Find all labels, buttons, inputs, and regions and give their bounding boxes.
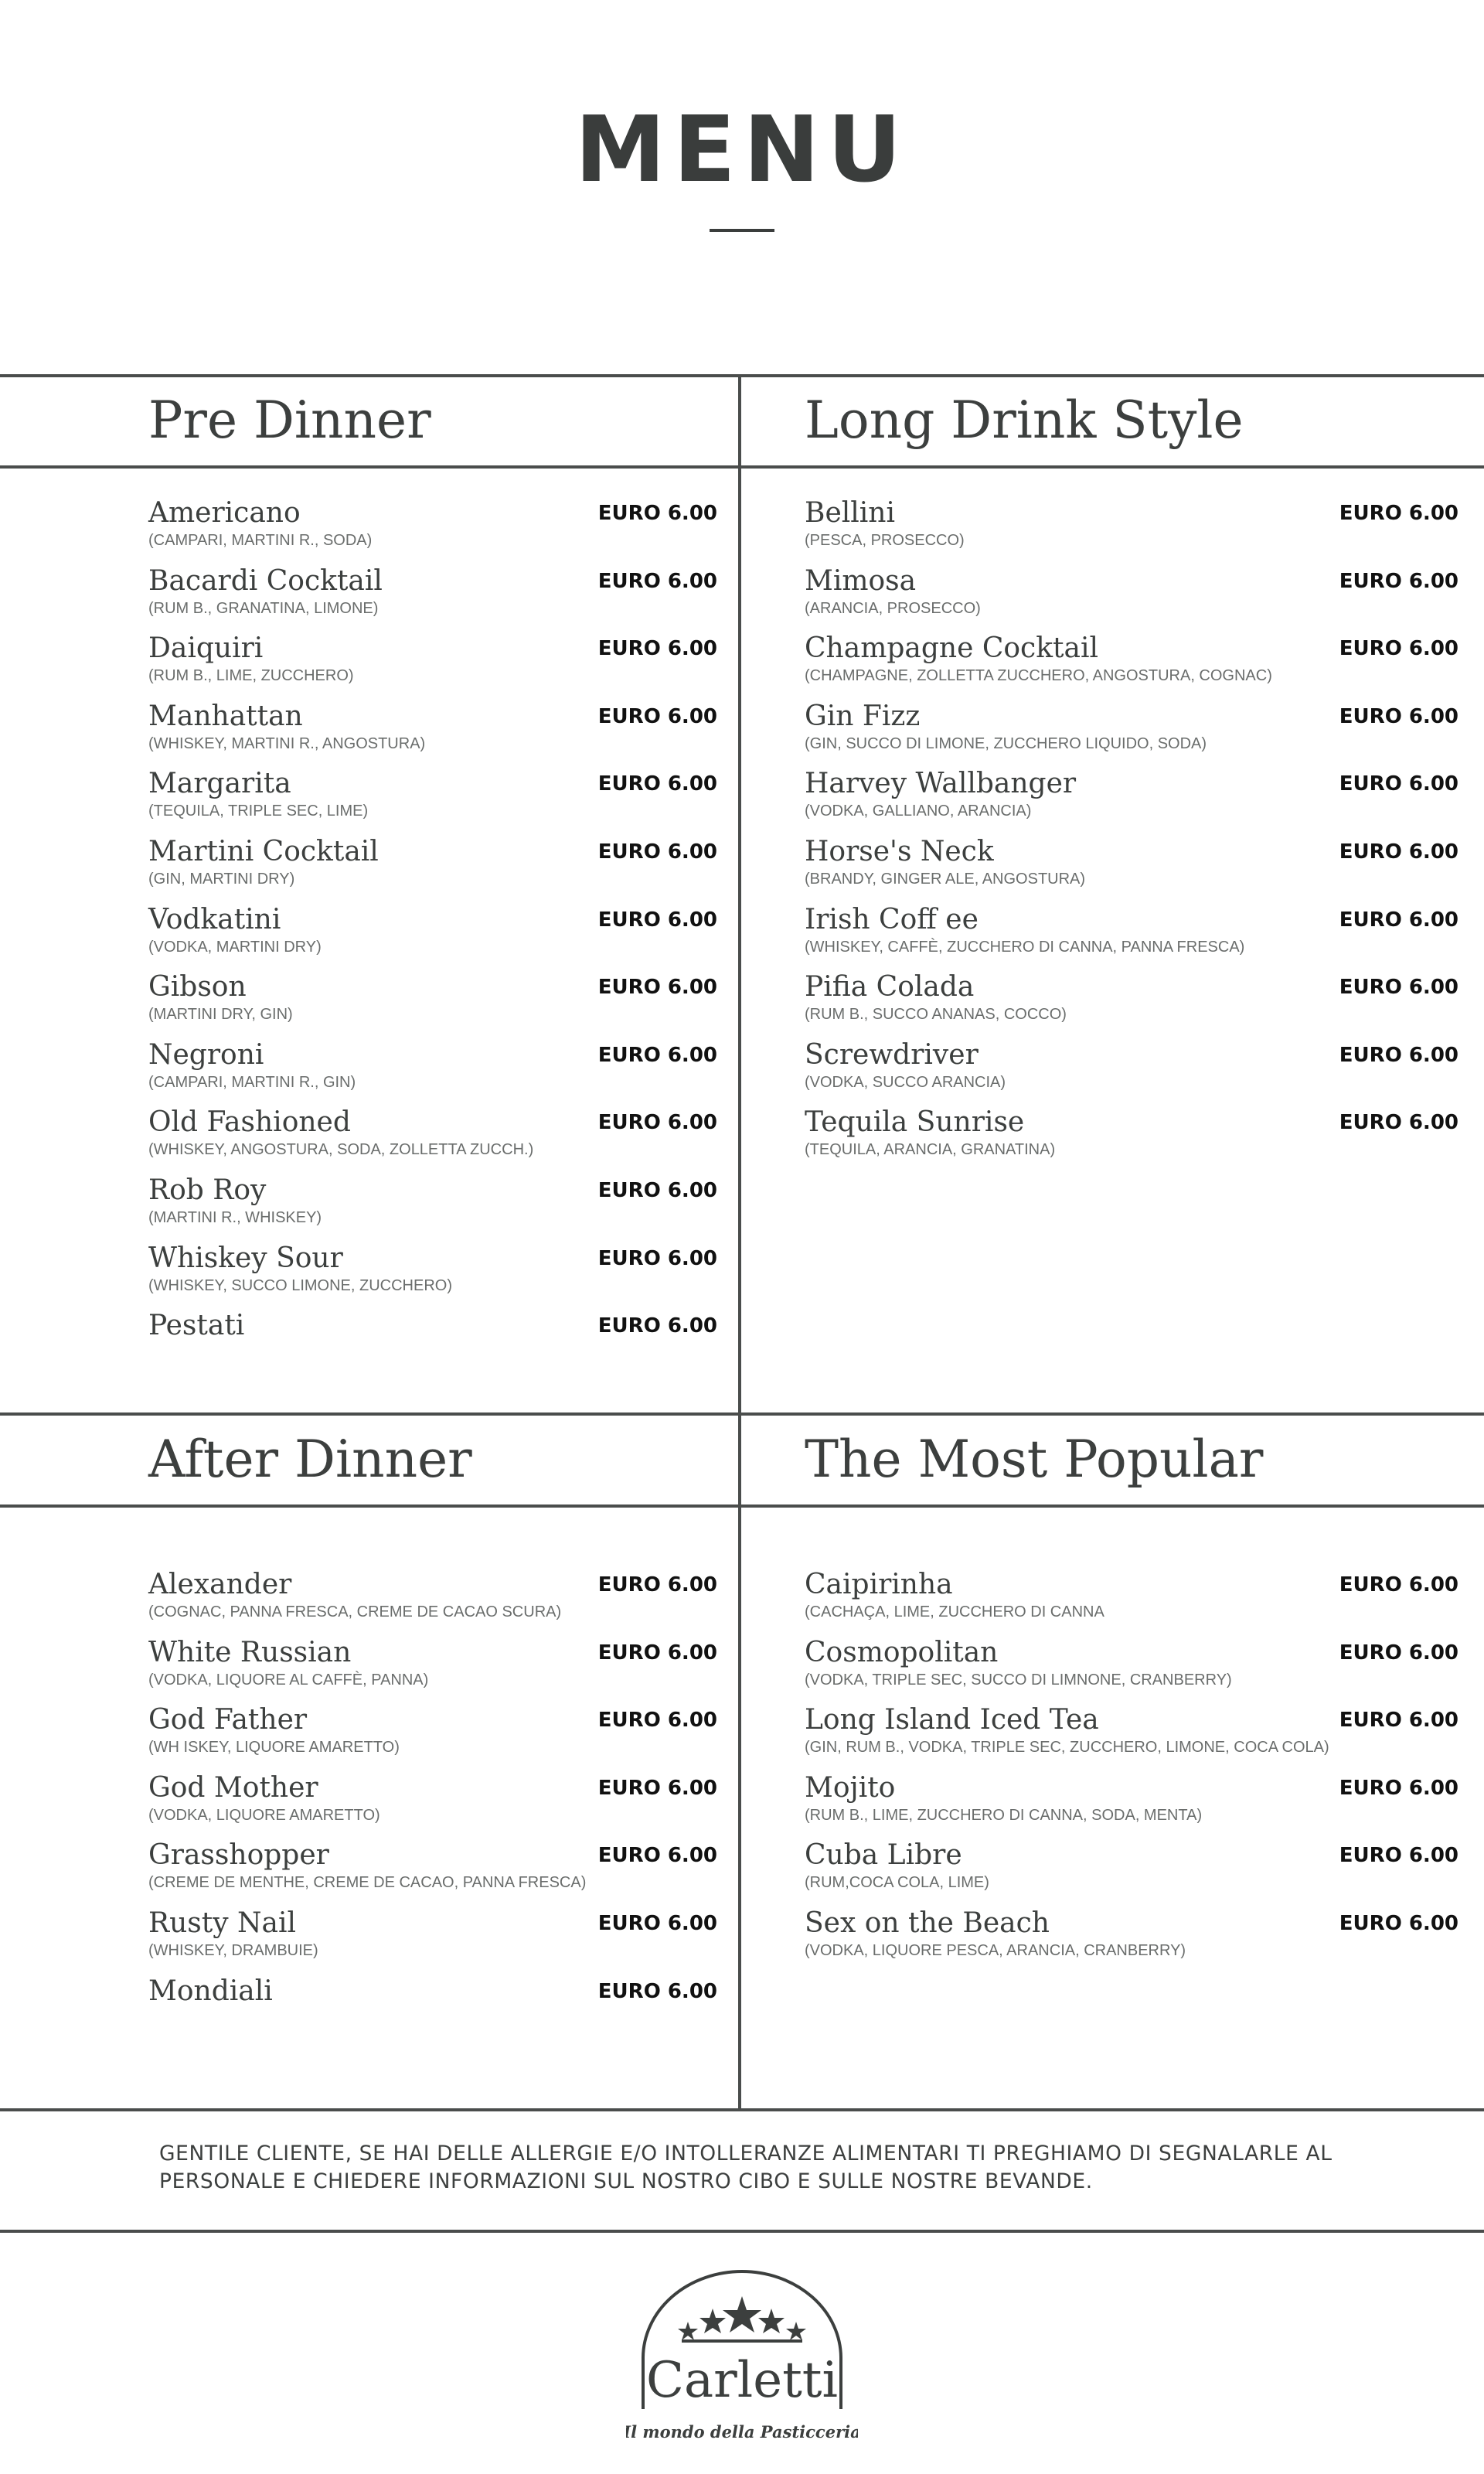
drink-ingredients: (VODKA, LIQUORE AL CAFFÈ, PANNA) xyxy=(148,1671,429,1689)
drink-price: EURO 6.00 xyxy=(1339,976,1458,1000)
section-title: Long Drink Style xyxy=(805,390,1244,450)
drink-name: Bacardi Cocktail xyxy=(148,564,383,597)
drink-name: Champagne Cocktail xyxy=(805,632,1098,665)
drink-price: EURO 6.00 xyxy=(597,637,717,661)
drink-name: Caipirinha xyxy=(805,1569,953,1600)
drink-ingredients: (VODKA, GALLIANO, ARANCIA) xyxy=(805,803,1032,820)
menu-item xyxy=(148,1106,717,1174)
drink-price: EURO 6.00 xyxy=(597,502,717,525)
menu-item xyxy=(805,903,1458,971)
drink-list xyxy=(148,496,717,1377)
drink-ingredients: (ARANCIA, PROSECCO) xyxy=(805,599,981,617)
title-underline xyxy=(710,229,774,232)
drink-name: Martini Cocktail xyxy=(148,835,379,867)
drink-name: Rob Roy xyxy=(148,1174,267,1206)
menu-item xyxy=(805,700,1458,768)
drink-price: EURO 6.00 xyxy=(1339,772,1458,796)
allergy-notice-line: PERSONALE E CHIEDERE INFORMAZIONI SUL NOSTRO CIBO E SULLE NOSTRE BEVANDE. xyxy=(159,2169,1093,2193)
drink-price: EURO 6.00 xyxy=(597,1979,717,2003)
drink-name: Mimosa xyxy=(805,564,917,597)
drink-price: EURO 6.00 xyxy=(1339,1844,1458,1868)
carletti-logo xyxy=(626,2264,858,2449)
drink-ingredients: (WH ISKEY, LIQUORE AMARETTO) xyxy=(148,1739,400,1757)
menu-item xyxy=(805,1838,1458,1907)
menu-item xyxy=(148,632,717,700)
menu-item xyxy=(148,1174,717,1242)
drink-price: EURO 6.00 xyxy=(1339,502,1458,525)
menu-item xyxy=(805,632,1458,700)
star-icon xyxy=(678,2296,806,2343)
menu-item xyxy=(805,970,1458,1038)
drink-name: Horse's Neck xyxy=(805,835,994,867)
drink-name: Tequila Sunrise xyxy=(805,1106,1025,1139)
menu-item xyxy=(805,1038,1458,1106)
drink-ingredients: (CACHAÇA, LIME, ZUCCHERO DI CANNA xyxy=(805,1603,1104,1620)
drink-name: Sex on the Beach xyxy=(805,1907,1050,1939)
allergy-notice-line: GENTILE CLIENTE, SE HAI DELLE ALLERGIE E/O INTOLLERANZE ALIMENTARI TI PREGHIAMO DI SEGNALARLE AL xyxy=(159,2142,1333,2166)
menu-item xyxy=(148,1309,717,1377)
menu-item xyxy=(805,1568,1458,1636)
drink-name: Irish Coff ee xyxy=(805,903,979,935)
drink-name: Americano xyxy=(148,497,301,529)
drink-price: EURO 6.00 xyxy=(597,1178,717,1202)
allergy-notice xyxy=(159,2140,1365,2196)
drink-ingredients: (CAMPARI, MARTINI R., GIN) xyxy=(148,1073,356,1091)
drink-name: Mojito xyxy=(805,1771,896,1804)
drink-price: EURO 6.00 xyxy=(597,1776,717,1800)
logo-wordmark: Carletti xyxy=(646,2352,838,2409)
menu-item xyxy=(148,1838,717,1907)
drink-ingredients: (COGNAC, PANNA FRESCA, CREME DE CACAO SCURA) xyxy=(148,1603,562,1620)
drink-price: EURO 6.00 xyxy=(1339,1911,1458,1935)
menu-item xyxy=(148,496,717,564)
drink-name: Pifia Colada xyxy=(805,971,975,1004)
drink-ingredients: (VODKA, SUCCO ARANCIA) xyxy=(805,1073,1006,1091)
drink-ingredients: (WHISKEY, ANGOSTURA, SODA, ZOLLETTA ZUCCH.) xyxy=(148,1141,534,1159)
menu-item xyxy=(148,903,717,971)
drink-price: EURO 6.00 xyxy=(1339,704,1458,728)
menu-item xyxy=(805,835,1458,903)
drink-ingredients: (WHISKEY, MARTINI R., ANGOSTURA) xyxy=(148,734,426,752)
menu-item xyxy=(805,767,1458,835)
drink-price: EURO 6.00 xyxy=(1339,908,1458,932)
menu-item xyxy=(148,1771,717,1839)
drink-name: Gin Fizz xyxy=(805,700,921,732)
menu-item xyxy=(805,1771,1458,1839)
drink-ingredients: (RUM B., SUCCO ANANAS, COCCO) xyxy=(805,1006,1067,1024)
drink-price: EURO 6.00 xyxy=(597,1246,717,1270)
drink-price: EURO 6.00 xyxy=(1339,637,1458,661)
drink-name: Alexander xyxy=(148,1569,292,1600)
menu-item xyxy=(148,1636,717,1704)
menu-title: MENU xyxy=(574,96,910,203)
drink-name: Gibson xyxy=(148,971,247,1004)
drink-price: EURO 6.00 xyxy=(597,704,717,728)
drink-price: EURO 6.00 xyxy=(597,772,717,796)
divider-grid-bottom xyxy=(0,2108,1484,2111)
drink-price: EURO 6.00 xyxy=(597,1111,717,1135)
drink-ingredients: (PESCA, PROSECCO) xyxy=(805,532,965,549)
section-title: The Most Popular xyxy=(805,1430,1264,1489)
drink-ingredients: (WHISKEY, DRAMBUIE) xyxy=(148,1941,318,1959)
drink-price: EURO 6.00 xyxy=(597,1844,717,1868)
drink-name: Daiquiri xyxy=(148,632,264,665)
drink-ingredients: (RUM B., LIME, ZUCCHERO) xyxy=(148,667,354,685)
drink-price: EURO 6.00 xyxy=(1339,1111,1458,1135)
drink-price: EURO 6.00 xyxy=(597,1911,717,1935)
drink-ingredients: (VODKA, TRIPLE SEC, SUCCO DI LIMNONE, CRANBERRY) xyxy=(805,1671,1232,1689)
drink-list xyxy=(805,1568,1458,1975)
drink-price: EURO 6.00 xyxy=(597,1709,717,1733)
divider-top xyxy=(0,374,1484,377)
drink-name: Old Fashioned xyxy=(148,1106,351,1139)
drink-ingredients: (TEQUILA, TRIPLE SEC, LIME) xyxy=(148,803,369,820)
drink-ingredients: (CAMPARI, MARTINI R., SODA) xyxy=(148,532,373,549)
menu-item xyxy=(805,1907,1458,1975)
drink-price: EURO 6.00 xyxy=(597,1043,717,1067)
drink-list xyxy=(805,496,1458,1174)
drink-ingredients: (WHISKEY, CAFFÈ, ZUCCHERO DI CANNA, PANNA FRESCA) xyxy=(805,938,1245,956)
menu-item xyxy=(805,1106,1458,1174)
drink-name: Rusty Nail xyxy=(148,1907,297,1939)
section-title: Pre Dinner xyxy=(148,390,431,450)
drink-price: EURO 6.00 xyxy=(1339,1709,1458,1733)
menu-item xyxy=(805,1636,1458,1704)
menu-item xyxy=(148,767,717,835)
menu-item xyxy=(148,564,717,632)
menu-item xyxy=(148,835,717,903)
drink-list xyxy=(148,1568,717,2042)
drink-name: Whiskey Sour xyxy=(148,1242,343,1274)
menu-item xyxy=(805,564,1458,632)
drink-ingredients: (GIN, RUM B., VODKA, TRIPLE SEC, ZUCCHERO, LIMONE, COCA COLA) xyxy=(805,1739,1329,1757)
drink-ingredients: (VODKA, LIQUORE AMARETTO) xyxy=(148,1806,380,1824)
drink-price: EURO 6.00 xyxy=(597,840,717,864)
drink-price: EURO 6.00 xyxy=(1339,1641,1458,1665)
drink-ingredients: (MARTINI DRY, GIN) xyxy=(148,1006,293,1024)
drink-price: EURO 6.00 xyxy=(1339,1573,1458,1597)
drink-ingredients: (TEQUILA, ARANCIA, GRANATINA) xyxy=(805,1141,1056,1159)
drink-price: EURO 6.00 xyxy=(1339,1776,1458,1800)
drink-name: Bellini xyxy=(805,497,895,529)
divider-column xyxy=(738,376,741,2110)
menu-item xyxy=(805,496,1458,564)
drink-price: EURO 6.00 xyxy=(597,908,717,932)
drink-name: Vodkatini xyxy=(148,903,281,935)
menu-item xyxy=(148,1975,717,2043)
logo-tagline: Il mondo della Pasticceria xyxy=(626,2422,858,2442)
drink-name: Margarita xyxy=(148,768,291,800)
menu-item xyxy=(148,1568,717,1636)
drink-price: EURO 6.00 xyxy=(597,1641,717,1665)
carletti-logo-mark xyxy=(626,2264,858,2449)
drink-price: EURO 6.00 xyxy=(1339,840,1458,864)
drink-ingredients: (MARTINI R., WHISKEY) xyxy=(148,1208,322,1226)
drink-price: EURO 6.00 xyxy=(597,1573,717,1597)
menu-item xyxy=(148,700,717,768)
drink-ingredients: (RUM B., GRANATINA, LIMONE) xyxy=(148,599,379,617)
drink-name: Manhattan xyxy=(148,700,303,732)
drink-name: Negroni xyxy=(148,1038,264,1071)
drink-price: EURO 6.00 xyxy=(597,1314,717,1338)
drink-price: EURO 6.00 xyxy=(597,569,717,593)
drink-price: EURO 6.00 xyxy=(1339,569,1458,593)
drink-name: Long Island Iced Tea xyxy=(805,1704,1099,1736)
drink-name: Cuba Libre xyxy=(805,1839,962,1872)
menu-item xyxy=(148,1907,717,1975)
menu-item xyxy=(805,1703,1458,1771)
drink-name: Harvey Wallbanger xyxy=(805,768,1077,800)
drink-ingredients: (BRANDY, GINGER ALE, ANGOSTURA) xyxy=(805,870,1086,888)
drink-name: Mondiali xyxy=(148,1975,273,2007)
drink-ingredients: (RUM,COCA COLA, LIME) xyxy=(805,1874,989,1892)
drink-name: Screwdriver xyxy=(805,1038,979,1071)
drink-price: EURO 6.00 xyxy=(597,976,717,1000)
drink-ingredients: (GIN, SUCCO DI LIMONE, ZUCCHERO LIQUIDO, SODA) xyxy=(805,734,1207,752)
drink-name: Pestati xyxy=(148,1310,245,1342)
drink-name: Grasshopper xyxy=(148,1839,329,1872)
divider-header-bottom xyxy=(0,1505,1484,1508)
drink-price: EURO 6.00 xyxy=(1339,1043,1458,1067)
section-title: After Dinner xyxy=(148,1430,472,1489)
menu-item xyxy=(148,1242,717,1310)
drink-ingredients: (WHISKEY, SUCCO LIMONE, ZUCCHERO) xyxy=(148,1276,452,1294)
menu-item xyxy=(148,1038,717,1106)
drink-name: Cosmopolitan xyxy=(805,1636,999,1668)
menu-item xyxy=(148,970,717,1038)
drink-name: God Mother xyxy=(148,1771,318,1804)
drink-name: White Russian xyxy=(148,1636,352,1668)
divider-middle xyxy=(0,1412,1484,1416)
drink-ingredients: (CHAMPAGNE, ZOLLETTA ZUCCHERO, ANGOSTURA, COGNAC) xyxy=(805,667,1272,685)
menu-item xyxy=(148,1703,717,1771)
drink-ingredients: (GIN, MARTINI DRY) xyxy=(148,870,295,888)
divider-notice-bottom xyxy=(0,2230,1484,2233)
drink-name: God Father xyxy=(148,1704,308,1736)
drink-ingredients: (CREME DE MENTHE, CREME DE CACAO, PANNA FRESCA) xyxy=(148,1874,587,1892)
divider-header-top xyxy=(0,465,1484,469)
drink-ingredients: (VODKA, LIQUORE PESCA, ARANCIA, CRANBERRY) xyxy=(805,1941,1186,1959)
drink-ingredients: (RUM B., LIME, ZUCCHERO DI CANNA, SODA, MENTA) xyxy=(805,1806,1203,1824)
drink-ingredients: (VODKA, MARTINI DRY) xyxy=(148,938,322,956)
